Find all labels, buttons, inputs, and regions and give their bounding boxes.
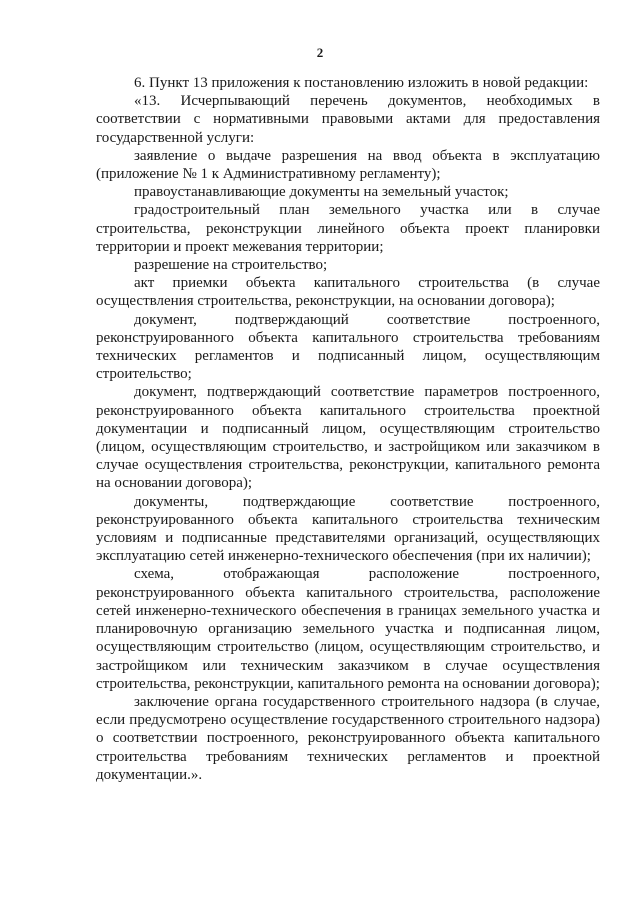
- paragraph-list-item: документ, подтверждающий соответствие параметров построенного, реконструированного объекта капитального строительства проектной документации и подписанный лицом, осуществляющим строительство (лицом, осуществляющим строительство, и застройщиком или заказчиком в случае осуществления строительства, реконструкции, капитального ремонта на основании договора);: [96, 384, 600, 492]
- paragraph-list-item: документ, подтверждающий соответствие построенного, реконструированного объекта капитального строительства требованиям технических регламентов и подписанный лицом, осуществляющим строительство;: [96, 311, 600, 383]
- document-body: [96, 74, 600, 784]
- paragraph-list-item: заявление о выдаче разрешения на ввод объекта в эксплуатацию (приложение № 1 к Административному регламенту);: [96, 147, 600, 183]
- paragraph-list-item: разрешение на строительство;: [134, 257, 328, 274]
- paragraph-list-item: градостроительный план земельного участка или в случае строительства, реконструкции линейного объекта проект планировки территории и проект межевания территории;: [96, 202, 600, 255]
- paragraph-list-item: заключение органа государственного строительного надзора (в случае, если предусмотрено осуществление государственного строительного надзора) о соответствии построенного, реконструированного объекта капитального строительства требованиям технических регламентов и проектной документации.».: [96, 693, 600, 783]
- paragraph-list-item: акт приемки объекта капитального строительства (в случае осуществления строительства, реконструкции, на основании договора);: [96, 275, 600, 310]
- paragraph-point-13-heading: «13. Исчерпывающий перечень документов, необходимых в соответствии с нормативными правовыми актами для предоставления государственной услуги:: [96, 93, 600, 146]
- paragraph-list-item: правоустанавливающие документы на земельный участок;: [134, 184, 509, 201]
- page-number: 2: [316, 45, 324, 60]
- paragraph-list-item: документы, подтверждающие соответствие построенного, реконструированного объекта капитального строительства техническим условиям и подписанные представителями организаций, осуществляющих эксплуатацию сетей инженерно-технического обеспечения (при их наличии);: [96, 493, 600, 565]
- paragraph-list-item: схема, отображающая расположение построенного, реконструированного объекта капитального строительства, расположение сетей инженерно-технического обеспечения в границах земельного участка и планировочную организацию земельного участка и подписанная лицом, осуществляющим строительство (лицом, осуществляющим строительство, и застройщиком или техническим заказчиком в случае осуществления строительства, реконструкции, капитального ремонта на основании договора);: [96, 566, 600, 692]
- paragraph-item-6-intro: 6. Пункт 13 приложения к постановлению изложить в новой редакции:: [134, 75, 589, 91]
